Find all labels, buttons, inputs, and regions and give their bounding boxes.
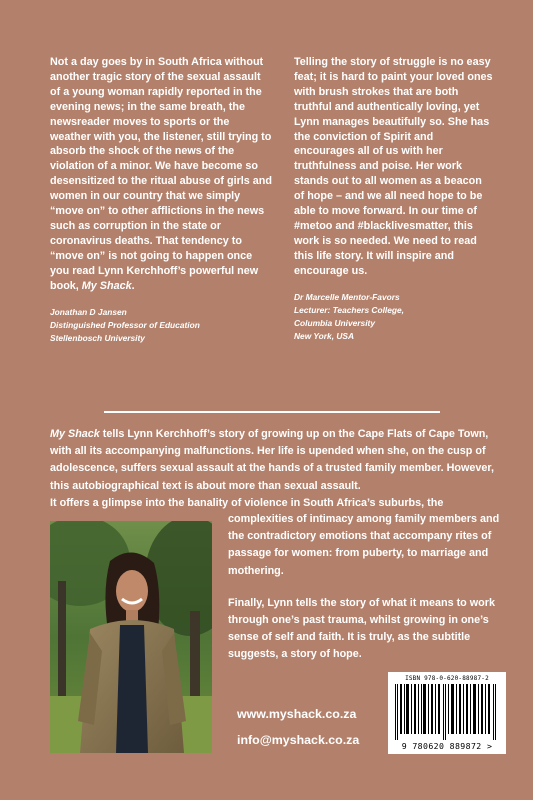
isbn-barcode [388, 672, 506, 754]
endorser-location: New York, USA [294, 330, 355, 341]
barcode-digits: 9 780620 889872 > [401, 741, 493, 751]
endorsement-mentor-favors [294, 55, 494, 343]
endorser-role: Lecturer: Teachers College, [294, 304, 404, 315]
email-link[interactable]: info@myshack.co.za [237, 733, 360, 747]
blurb-paragraph-3: Finally, Lynn tells the story of what it means to work through one’s past trauma, whilst growing in one’s sense of self and faith. It is truly, as the subtitle suggests, a story of hope. [228, 596, 495, 661]
book-title: My Shack [81, 279, 132, 292]
book-title: My Shack [50, 428, 100, 440]
divider [104, 411, 440, 413]
endorser-name: Jonathan D Jansen [50, 306, 127, 317]
isbn-number: ISBN 978-0-620-88987-2 [405, 675, 489, 682]
barcode-bars [393, 684, 501, 740]
endorsement-attribution [50, 306, 272, 345]
endorsement-attribution [294, 291, 494, 343]
endorser-role: Distinguished Professor of Education [50, 319, 200, 330]
endorsement-jansen [50, 55, 272, 345]
website-link[interactable]: www.myshack.co.za [237, 707, 357, 721]
endorsement-text: Telling the story of struggle is no easy feat; it is hard to paint your loved ones with brush strokes that are both truthful and authentically loving, yet Lynn manages beautifully so. She has the conviction of Spirit and encourages all of us with her truthfulness and poise. Her work stands out to all women as a beacon of hope – and we all need hope to be able to move forward. In our time of #metoo and #blacklivesmatter, this work is so needed. We need to read this life story. It will inspire and encourage us. [294, 56, 493, 277]
endorser-org: Columbia University [294, 317, 375, 328]
blurb-paragraph-1: My Shack tells Lynn Kerchhoff’s story of growing up on the Cape Flats of Cape Town, with all its accompanying malfunctions. Her life is upended when she, on the cusp of adolescence, suffers sexual assault at the hands of a trusted family member. However, this autobiographical text is about more than sexual assault. [50, 428, 495, 492]
endorsement-text: Not a day goes by in South Africa without another tragic story of the sexual assault of a young woman rapidly reported in the evening news; in the same breath, the newsreader moves to sports or the weather with you, the listener, still trying to absorb the shock of the news of the violation of a minor. We have become so desensitized to the ritual abuse of girls and women in our country that we simply “move on” to other afflictions in the news such as corruption in the state or coronavirus deaths. That tendency to “move on” is not going to happen once you read Lynn Kerchhoff’s powerful new book, My Shack. [50, 56, 272, 292]
blurb-continued [228, 511, 503, 664]
author-photo [50, 521, 212, 753]
endorser-org: Stellenbosch University [50, 332, 145, 343]
blurb-paragraph-2-continued: complexities of intimacy among family members and the contradictory emotions that accompany rites of passage for women: from puberty, to marriage and mothering. [228, 513, 500, 577]
endorser-name: Dr Marcelle Mentor-Favors [294, 291, 400, 302]
blurb-paragraph-2-start: It offers a glimpse into the banality of violence in South Africa’s suburbs, the [50, 496, 444, 509]
book-blurb [50, 426, 500, 512]
